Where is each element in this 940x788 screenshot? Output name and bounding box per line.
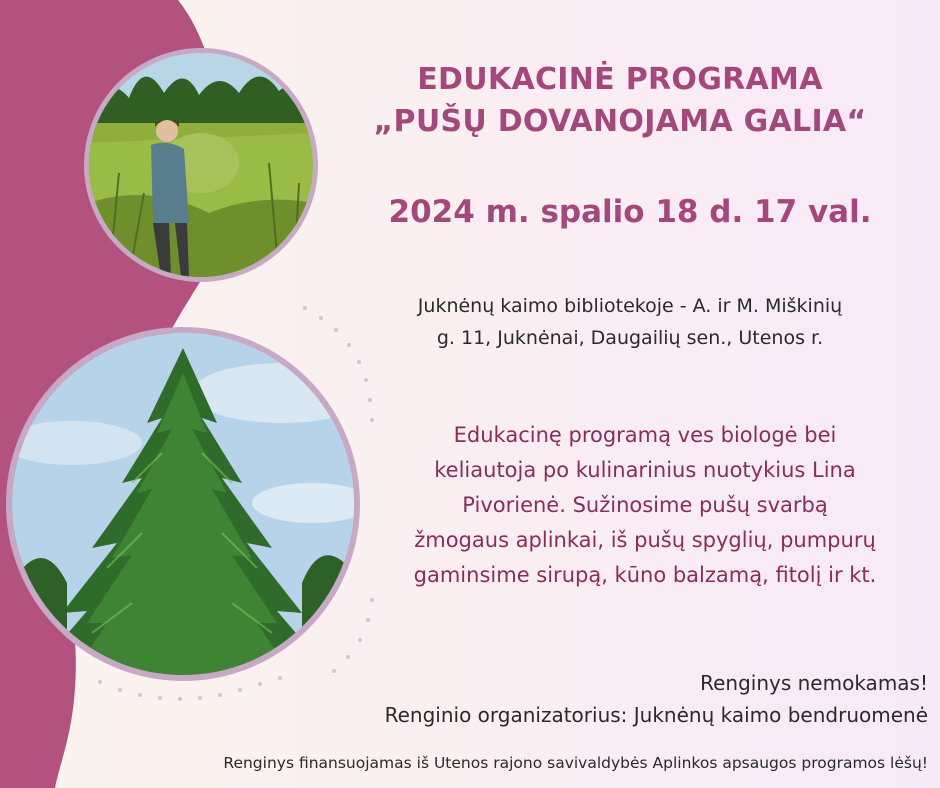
woman-in-meadow-photo [84,48,318,282]
organizer-note: Renginio organizatorius: Juknėnų kaimo bendruomenė [384,703,928,727]
pine-tree-photo [6,327,360,681]
event-address [360,290,900,354]
description-line1: Edukacinę programą ves biologė bei [453,423,837,447]
funding-note: Renginys finansuojamas iš Utenos rajono savivaldybės Aplinkos apsaugos programos lėšų! [223,754,928,772]
description-line5: gaminsime sirupą, kūno balzamą, fitolį ir kt. [413,563,877,587]
address-line2: g. 11, Juknėnai, Daugailių sen., Utenos r. [436,327,824,349]
event-description [380,418,910,593]
program-title-line2: „PUŠŲ DOVANOJAMA GALIA“ [373,104,867,139]
program-title-line1: EDUKACINĖ PROGRAMA [417,62,823,97]
event-date: 2024 m. spalio 18 d. 17 val. [388,194,872,230]
free-event-note: Renginys nemokamas! [700,671,928,695]
description-line3: Pivorienė. Sužinosime pušų svarbą [462,493,828,517]
description-line4: žmogaus aplinkai, iš pušų spyglių, pumpurų [414,528,876,552]
description-line2: keliautoja po kulinarinius nuotykius Lina [434,458,856,482]
address-line1: Juknėnų kaimo bibliotekoje - A. ir M. Miškinių [417,295,843,317]
